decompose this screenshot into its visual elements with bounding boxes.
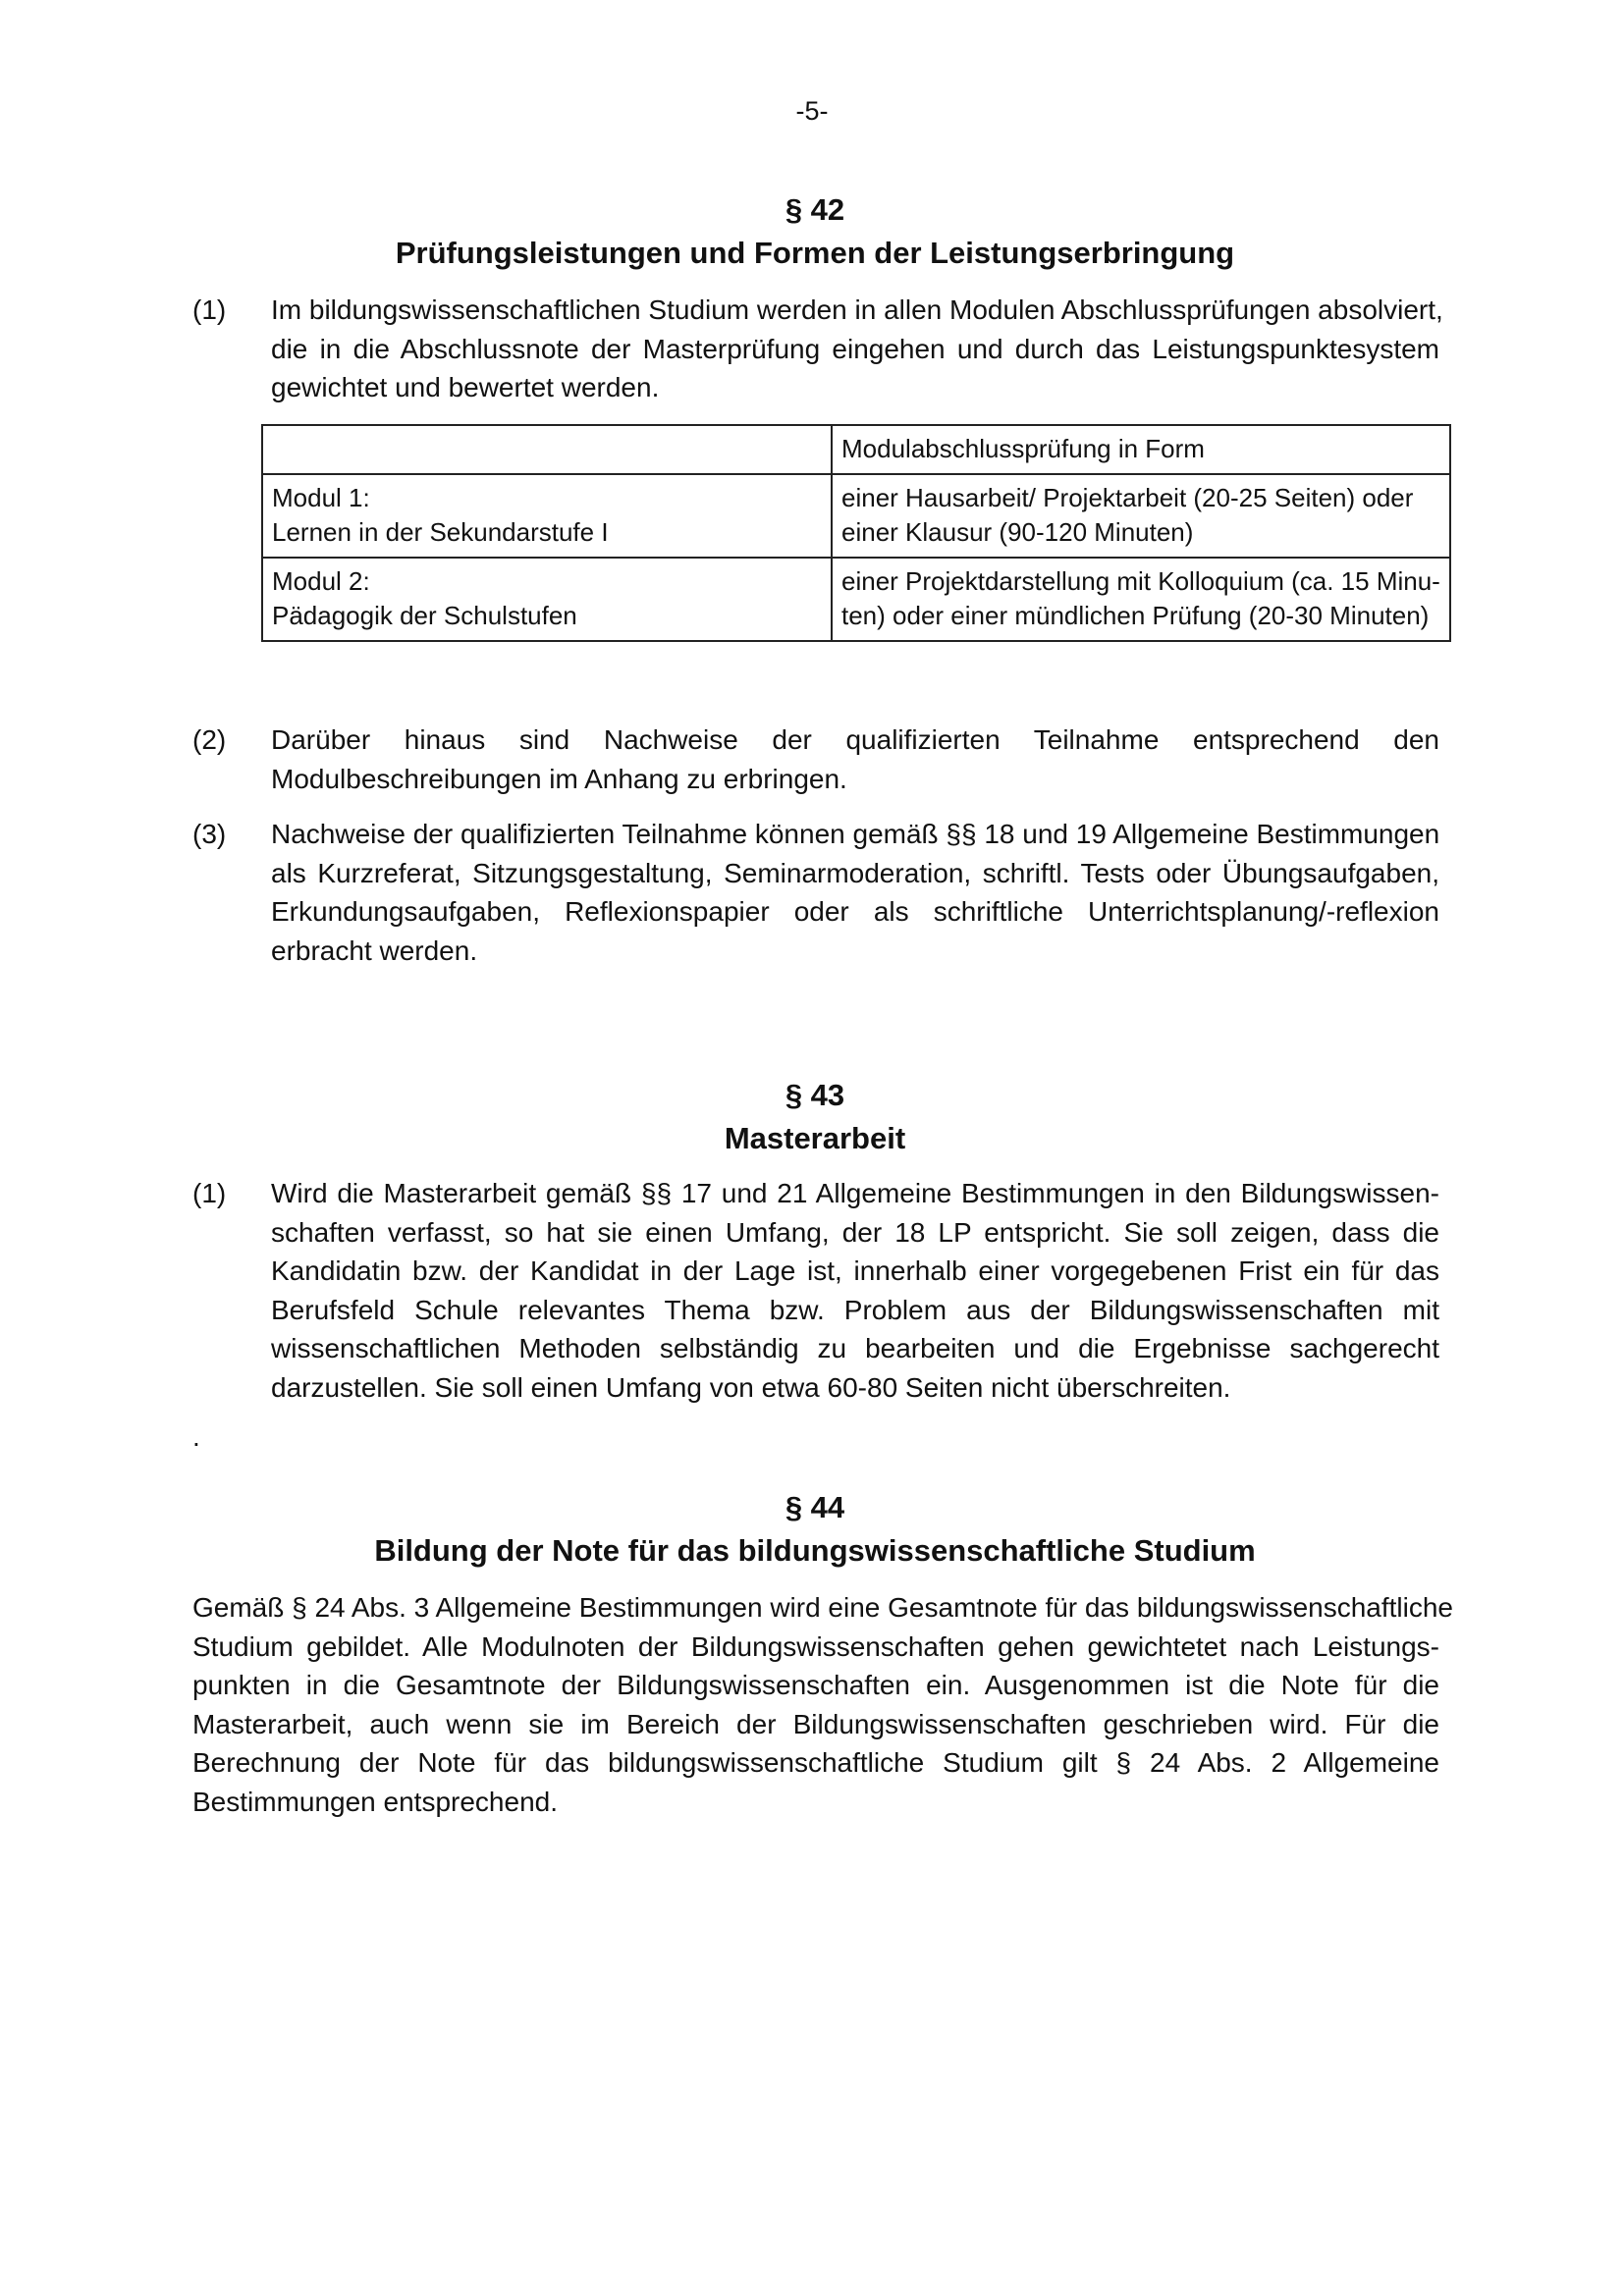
text-line: die in die Abschlussnote der Masterprüfung eingehen und durch das Leistungspunktesystem (271, 333, 1439, 364)
paragraph-number: (3) (192, 819, 227, 849)
module-cell (262, 474, 832, 558)
section-title: Masterarbeit (724, 1121, 906, 1155)
section-number: § 42 (785, 192, 845, 227)
exam-form-line: ten) oder einer mündlichen Prüfung (20-30 Minuten) (841, 601, 1430, 630)
exam-forms-table (261, 424, 1451, 642)
text-line: Modulbeschreibungen im Anhang zu erbringen. (271, 763, 847, 794)
section-title: Bildung der Note für das bildungswissenschaftliche Studium (374, 1533, 1256, 1568)
text-line: Erkundungsaufgaben, Reflexionspapier oder als schriftliche Unterrichtsplanung/-reflexion (271, 896, 1439, 927)
page-number: -5- (795, 96, 829, 126)
table-header-cell: Modulabschlussprüfung in Form (832, 425, 1450, 474)
section-44-heading (187, 1486, 1443, 1573)
text-line: gewichtet und bewertet werden. (271, 372, 660, 402)
text-line: Studium gebildet. Alle Modulnoten der Bildungswissenschaften gehen gewichtetet nach Leistungs- (192, 1630, 1439, 1662)
table-header-row (262, 425, 1450, 474)
text-line: Bestimmungen entsprechend. (192, 1786, 558, 1817)
text-line: als Kurzreferat, Sitzungsgestaltung, Seminarmoderation, schriftl. Tests oder Übungsaufgaben, (271, 857, 1439, 888)
text-line: darzustellen. Sie soll einen Umfang von etwa 60-80 Seiten nicht überschreiten. (271, 1371, 1231, 1403)
text-line: erbracht werden. (271, 934, 478, 966)
section-number: § 43 (785, 1078, 845, 1112)
paragraph-number: (1) (192, 294, 227, 325)
table-row (262, 558, 1450, 641)
text-line: Berechnung der Note für das bildungswissenschaftliche Studium gilt § 24 Abs. 2 Allgemeine (192, 1747, 1439, 1778)
section-42-paragraph-1 (192, 291, 1443, 407)
text-line: schaften verfasst, so hat sie einen Umfang, der 18 LP entspricht. Sie soll zeigen, dass die (271, 1216, 1439, 1248)
text-line: Kandidatin bzw. der Kandidat in der Lage ist, innerhalb einer vorgegebenen Frist ein für das (271, 1255, 1439, 1286)
section-42-paragraph-3 (192, 815, 1439, 970)
section-42-heading (187, 188, 1443, 275)
exam-form-line: einer Projektdarstellung mit Kolloquium (ca. 15 Minu- (841, 566, 1440, 596)
module-name: Modul 1: (272, 483, 370, 512)
section-42-paragraph-2 (192, 721, 1439, 798)
table-header-cell (262, 425, 832, 474)
text-line: wissenschaftlichen Methoden selbständig zu bearbeiten und die Ergebnisse sachgerecht (271, 1333, 1439, 1363)
paragraph-number: (1) (192, 1178, 227, 1208)
module-name: Modul 2: (272, 566, 370, 596)
text-line: Im bildungswissenschaftlichen Studium werden in allen Modulen Abschlussprüfungen absolviert, (271, 294, 1443, 325)
text-line: Wird die Masterarbeit gemäß §§ 17 und 21 Allgemeine Bestimmungen in den Bildungswissen- (271, 1178, 1439, 1208)
exam-form-cell (832, 474, 1450, 558)
text-line: Nachweise der qualifizierten Teilnahme können gemäß §§ 18 und 19 Allgemeine Bestimmungen (271, 819, 1440, 849)
section-number: § 44 (785, 1490, 845, 1524)
exam-form-line: einer Klausur (90-120 Minuten) (841, 517, 1194, 547)
section-43-heading (187, 1074, 1443, 1160)
table-row (262, 474, 1450, 558)
exam-form-line: einer Hausarbeit/ Projektarbeit (20-25 Seiten) oder (841, 483, 1414, 512)
text-line: Masterarbeit, auch wenn sie im Bereich der Bildungswissenschaften geschrieben wird. Für die (192, 1708, 1439, 1739)
module-title: Lernen in der Sekundarstufe I (272, 517, 609, 547)
exam-form-cell (832, 558, 1450, 641)
section-44-paragraph (192, 1588, 1454, 1821)
module-cell (262, 558, 832, 641)
module-title: Pädagogik der Schulstufen (272, 601, 577, 630)
text-line: punkten in die Gesamtnote der Bildungswissenschaften ein. Ausgenommen ist die Note für die (192, 1670, 1439, 1700)
stray-period: . (192, 1421, 200, 1452)
section-43-paragraph-1 (192, 1174, 1439, 1407)
paragraph-number: (2) (192, 724, 227, 755)
text-line: Gemäß § 24 Abs. 3 Allgemeine Bestimmungen wird eine Gesamtnote für das bildungswissenschaftliche (192, 1592, 1454, 1623)
text-line: Darüber hinaus sind Nachweise der qualifizierten Teilnahme entsprechend den (271, 724, 1439, 755)
section-title: Prüfungsleistungen und Formen der Leistungserbringung (395, 236, 1235, 270)
text-line: Berufsfeld Schule relevantes Thema bzw. Problem aus der Bildungswissenschaften mit (271, 1294, 1439, 1325)
